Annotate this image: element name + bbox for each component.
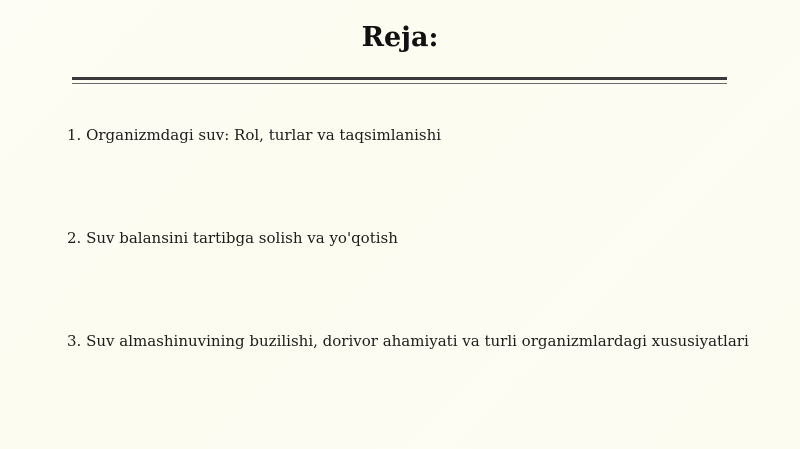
plan-item-1: 1. Organizmdagi suv: Rol, turlar va taqsimlanishi [67, 126, 442, 144]
slide-title: Reja: [361, 22, 439, 53]
title-divider-thick [72, 77, 727, 80]
plan-item-2: 2. Suv balansini tartibga solish va yo'qotish [67, 229, 398, 247]
plan-item-3: 3. Suv almashinuvining buzilishi, dorivor ahamiyati va turli organizmlardagi xususiyatlari [67, 332, 749, 350]
title-divider-thin [72, 83, 727, 84]
